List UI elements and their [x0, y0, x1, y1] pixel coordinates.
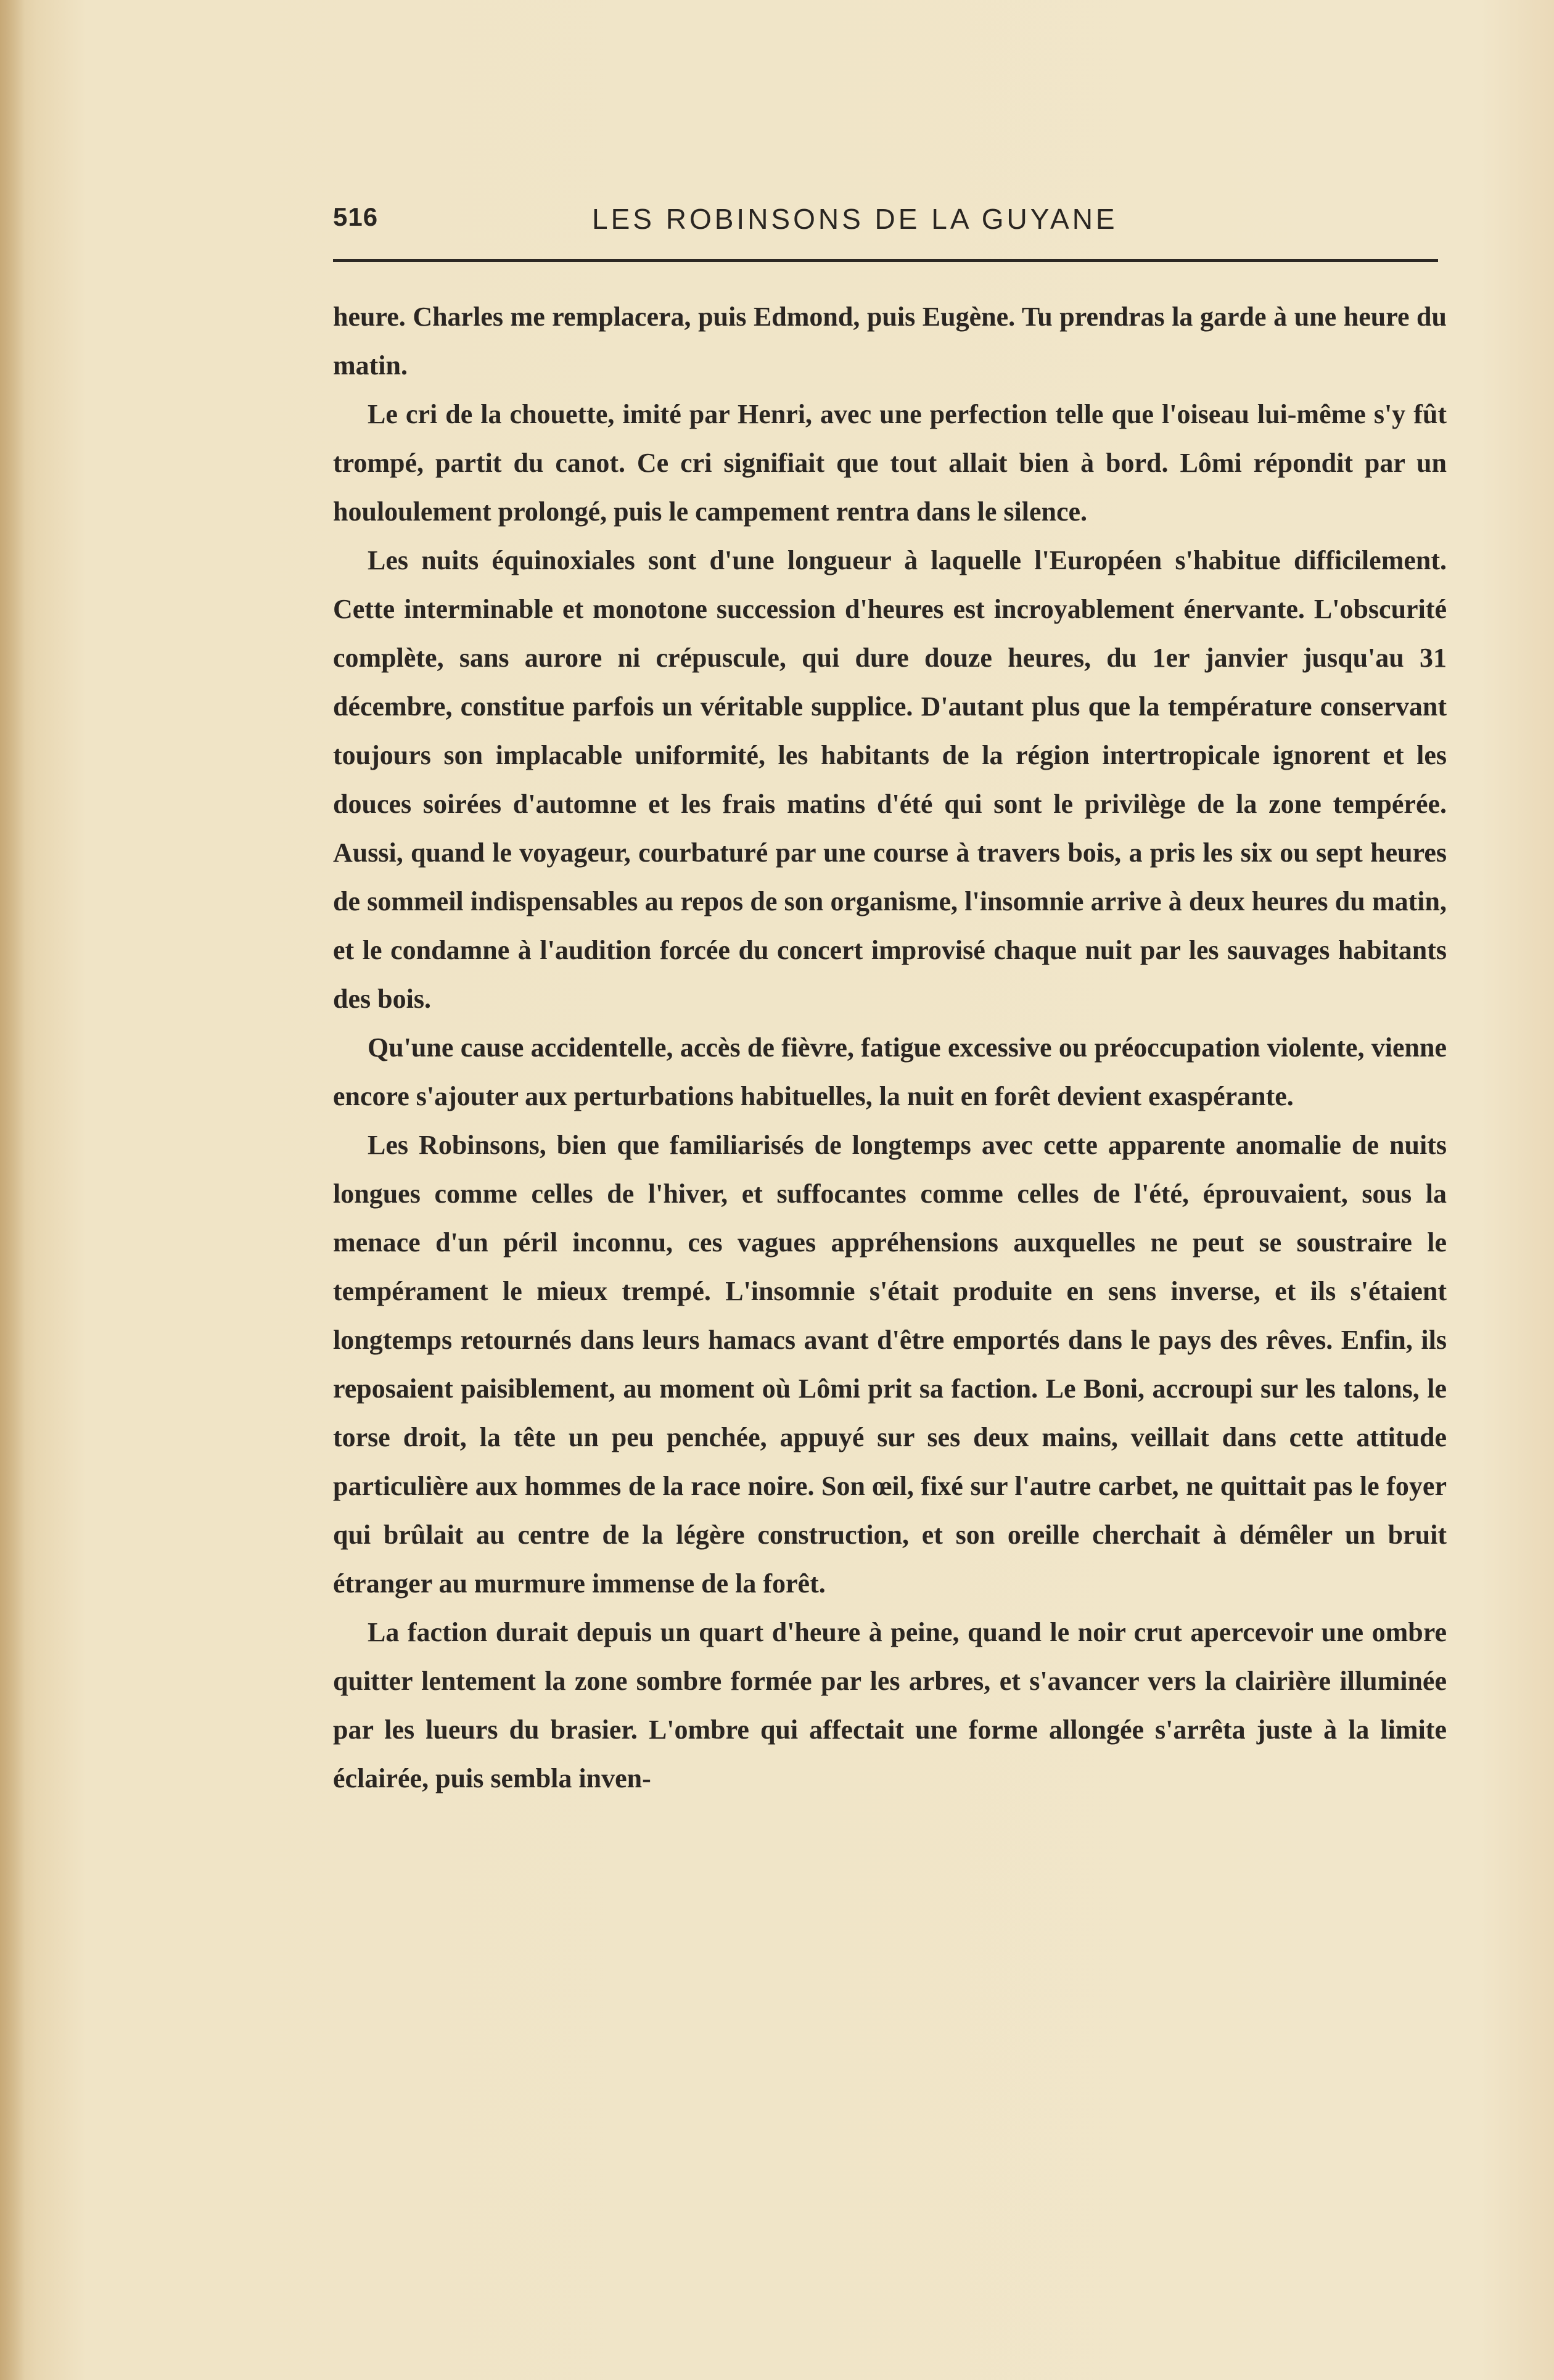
- body-text: [333, 292, 1447, 1803]
- paragraph: Les Robinsons, bien que familiarisés de longtemps avec cette apparente anomalie de nuits longues comme celles de l'hiver, et suffocantes comme celles de l'été, éprouvaient, sous la menace d'un péril inconnu, ces vagues appréhensions auxquelles ne peut se soustraire le tempérament le mieux trempé. L'insomnie s'était produite en sens inverse, et ils s'étaient longtemps retournés dans leurs hamacs avant d'être emportés dans le pays des rêves. Enfin, ils reposaient paisiblement, au moment où Lômi prit sa faction. Le Boni, accroupi sur les talons, le torse droit, la tête un peu penchée, appuyé sur ses deux mains, veillait dans cette attitude particulière aux hommes de la race noire. Son œil, fixé sur l'autre carbet, ne quittait pas le foyer qui brûlait au centre de la légère construction, et son oreille cherchait à démêler un bruit étranger au murmure immense de la forêt.: [333, 1130, 1447, 1599]
- page-header: [333, 196, 1443, 252]
- header-rule: [333, 259, 1438, 262]
- running-title: LES ROBINSONS DE LA GUYANE: [592, 203, 1118, 235]
- paragraph: Le cri de la chouette, imité par Henri, avec une perfection telle que l'oiseau lui-même s'y fût trompé, partit du canot. Ce cri signifiait que tout allait bien à bord. Lômi répondit par un houloulement prolongé, puis le campement rentra dans le silence.: [333, 399, 1447, 527]
- paragraph: Qu'une cause accidentelle, accès de fièvre, fatigue excessive ou préoccupation violente, vienne encore s'ajouter aux perturbations habituelles, la nuit en forêt devient exaspérante.: [333, 1032, 1447, 1111]
- binding-shadow: [0, 0, 25, 2380]
- paragraph: Les nuits équinoxiales sont d'une longueur à laquelle l'Européen s'habitue difficilement. Cette interminable et monotone succession d'heures est incroyablement énervante. L'obscurité complète, sans aurore ni crépuscule, qui dure douze heures, du 1er janvier jusqu'au 31 décembre, constitue parfois un véritable supplice. D'autant plus que la température conservant toujours son implacable uniformité, les habitants de la région intertropicale ignorent et les douces soirées d'automne et les frais matins d'été qui sont le privilège de la zone tempérée. Aussi, quand le voyageur, courbaturé par une course à travers bois, a pris les six ou sept heures de sommeil indispensables au repos de son organisme, l'insomnie arrive à deux heures du matin, et le condamne à l'audition forcée du concert improvisé chaque nuit par les sauvages habitants des bois.: [333, 545, 1447, 1014]
- page-number: 516: [333, 202, 379, 231]
- paragraph: heure. Charles me remplacera, puis Edmond, puis Eugène. Tu prendras la garde à une heure du matin.: [333, 302, 1447, 381]
- paragraph: La faction durait depuis un quart d'heure à peine, quand le noir crut apercevoir une ombre quitter lentement la zone sombre formée par les arbres, et s'avancer vers la clairière illuminée par les lueurs du brasier. L'ombre qui affectait une forme allongée s'arrêta juste à la limite éclairée, puis sembla inven-: [333, 1617, 1447, 1793]
